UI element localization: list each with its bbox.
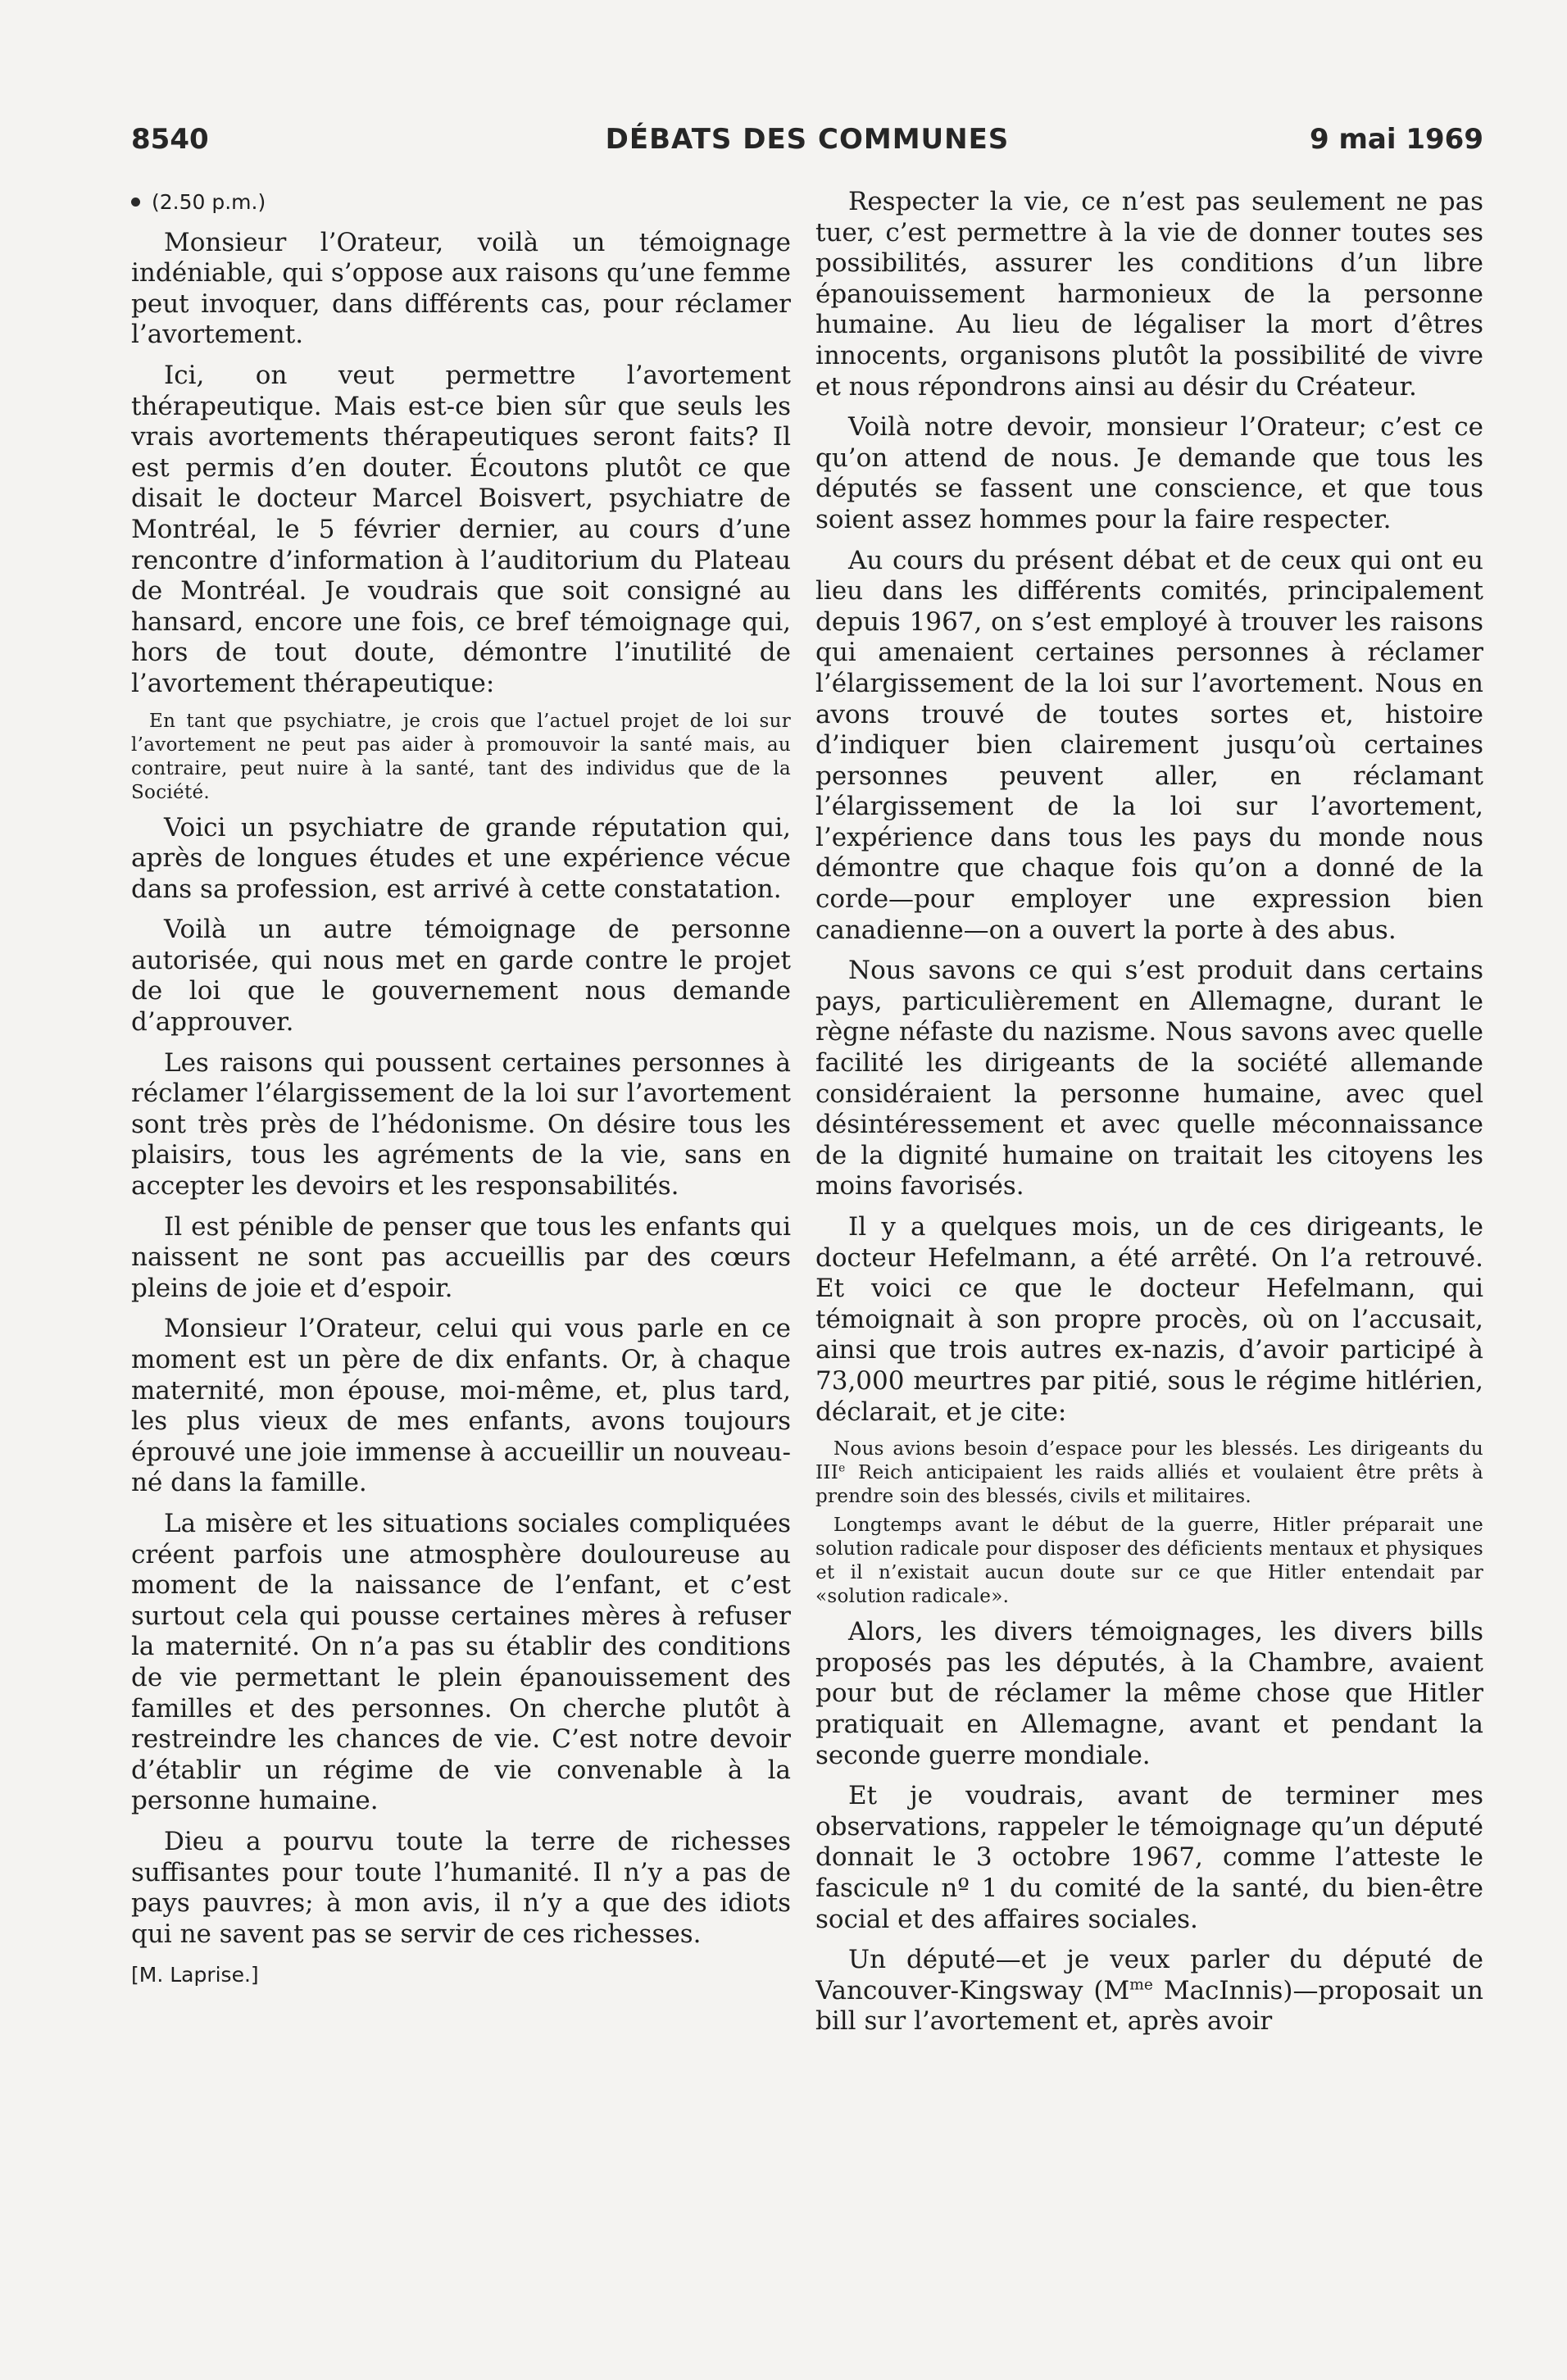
bullet-icon (131, 198, 140, 207)
page-title: DÉBATS DES COMMUNES (605, 123, 1010, 156)
right-column (815, 187, 1483, 2236)
paragraph-part: MacInnis)—proposait un bill sur l’avortement et, après avoir (815, 1975, 1483, 2037)
paragraph: Il y a quelques mois, un de ces dirigeants, le docteur Hefelmann, a été arrêté. On l’a retrouvé. Et voici ce que le docteur Hefelmann, qui témoignait à son propre procès, où on l’accusait, ainsi que trois autres ex-nazis, d’avoir participé à 73,000 meurtres par pitié, sous le régime hitlérien, déclarait, et je cite: (815, 1212, 1483, 1427)
superscript: me (1129, 1976, 1153, 1994)
time-stamp (131, 187, 791, 218)
paragraph: Ici, on veut permettre l’avortement thérapeutique. Mais est-ce bien sûr que seuls les vrais avortements thérapeutiques seront faits? Il est permis d’en douter. Écoutons plutôt ce que disait le docteur Marcel Boisvert, psychiatre de Montréal, le 5 février dernier, au cours d’une rencontre d’information à l’auditorium du Plateau de Montréal. Je voudrais que soit consigné au hansard, encore une fois, ce bref témoignage qui, hors de tout doute, démontre l’inutilité de l’avortement thérapeutique: (131, 360, 791, 698)
block-quote (131, 710, 791, 805)
time-stamp-text: (2.50 p.m.) (152, 190, 266, 214)
page-number: 8540 (131, 123, 209, 156)
paragraph: Monsieur l’Orateur, voilà un témoignage indéniable, qui s’oppose aux raisons qu’une femme peut invoquer, dans différents cas, pour réclamer l’avortement. (131, 227, 791, 350)
paragraph: Monsieur l’Orateur, celui qui vous parle en ce moment est un père de dix enfants. Or, à chaque maternité, mon épouse, moi-même, et, plus tard, les plus vieux de mes enfants, avons toujours éprouvé une joie immense à accueillir un nouveau-né dans la famille. (131, 1314, 791, 1498)
quote-text-part: Reich anticipaient les raids alliés et voulaient être prêts à prendre soin des blessés, civils et militaires. (815, 1462, 1483, 1508)
paragraph (815, 1945, 1483, 2037)
paragraph: Alors, les divers témoignages, les divers bills proposés pas les députés, à la Chambre, avaient pour but de réclamer la même chose que Hitler pratiquait en Allemagne, avant et pendant la seconde guerre mondiale. (815, 1617, 1483, 1770)
block-quote (815, 1438, 1483, 1609)
paragraph: Les raisons qui poussent certaines personnes à réclamer l’élargissement de la loi sur l’avortement sont très près de l’hédonisme. On désire tous les plaisirs, tous les agréments de la vie, sans en accepter les devoirs et les responsabilités. (131, 1047, 791, 1201)
quote-text: Longtemps avant le début de la guerre, Hitler préparait une solution radicale pour disposer des déficients mentaux et physiques et il n’existait aucun doute sur ce que Hitler entendait par «solution radicale». (815, 1515, 1483, 1608)
paragraph: Respecter la vie, ce n’est pas seulement ne pas tuer, c’est permettre à la vie de donner toutes ses possibilités, assurer les conditions d’un libre épanouissement harmonieux de la personne humaine. Au lieu de légaliser la mort d’êtres innocents, organisons plutôt la possibilité de vivre et nous répondrons ainsi au désir du Créateur. (815, 187, 1483, 402)
paragraph: Il est pénible de penser que tous les enfants qui naissent ne sont pas accueillis par des cœurs pleins de joie et d’espoir. (131, 1211, 791, 1303)
paragraph: Nous savons ce qui s’est produit dans certains pays, particulièrement en Allemagne, durant le règne néfaste du nazisme. Nous savons avec quelle facilité les dirigeants de la société allemande considéraient la personne humaine, avec quel désintéressement et avec quelle méconnaissance de la dignité humaine on traitait les citoyens les moins favorisés. (815, 956, 1483, 1201)
paragraph: Voilà notre devoir, monsieur l’Orateur; c’est ce qu’on attend de nous. Je demande que tous les députés se fassent une conscience, et que tous soient assez hommes pour la faire respecter. (815, 412, 1483, 534)
paragraph: La misère et les situations sociales compliquées créent parfois une atmosphère douloureuse au moment de la naissance de l’enfant, et c’est surtout cela qui pousse certaines mères à refuser la maternité. On n’a pas su établir des conditions de vie permettant le plein épanouissement des familles et des personnes. On cherche plutôt à restreindre les chances de vie. C’est notre devoir d’établir un régime de vie convenable à la personne humaine. (131, 1508, 791, 1816)
paragraph: Et je voudrais, avant de terminer mes observations, rappeler le témoignage qu’un député donnait le 3 octobre 1967, comme l’atteste le fascicule nº 1 du comité de la santé, du bien-être social et des affaires sociales. (815, 1781, 1483, 1934)
paragraph: Au cours du présent débat et de ceux qui ont eu lieu dans les différents comités, principalement depuis 1967, on s’est employé à trouver les raisons qui amenaient certaines personnes à réclamer l’élargissement de la loi sur l’avortement. Nous en avons trouvé de toutes sortes et, histoire d’indiquer bien clairement jusqu’où certaines personnes peuvent aller, en réclamant l’élargissement de la loi sur l’avortement, l’expérience dans tous les pays du monde nous démontre que chaque fois qu’on a donné de la corde—pour employer une expression bien canadienne—on a ouvert la porte à des abus. (815, 545, 1483, 945)
left-column (131, 187, 791, 2236)
page-header (131, 123, 1483, 164)
superscript: e (838, 1461, 846, 1475)
speaker-attribution: [M. Laprise.] (131, 1963, 259, 1987)
paragraph: Voilà un autre témoignage de personne autorisée, qui nous met en garde contre le projet de loi que le gouvernement nous demande d’approuver. (131, 915, 791, 1038)
quote-text (815, 1438, 1483, 1509)
quote-text-part: Nous avions besoin d’espace pour les blessés. Les dirigeants du III (815, 1438, 1483, 1484)
paragraph-part: Un député—et je veux parler du député de Vancouver-Kingsway (M (815, 1945, 1483, 2005)
page-date: 9 mai 1969 (1310, 123, 1483, 156)
paragraph: Voici un psychiatre de grande réputation qui, après de longues études et une expérience vécue dans sa profession, est arrivé à cette constatation. (131, 812, 791, 904)
paragraph: Dieu a pourvu toute la terre de richesses suffisantes pour toute l’humanité. Il n’y a pas de pays pauvres; à mon avis, il n’y a que des idiots qui ne savent pas se servir de ces richesses. (131, 1826, 791, 1949)
quote-text: En tant que psychiatre, je crois que l’actuel projet de loi sur l’avortement ne peut pas aider à promouvoir la santé mais, au contraire, peut nuire à la santé, tant des individus que de la Société. (131, 710, 791, 803)
